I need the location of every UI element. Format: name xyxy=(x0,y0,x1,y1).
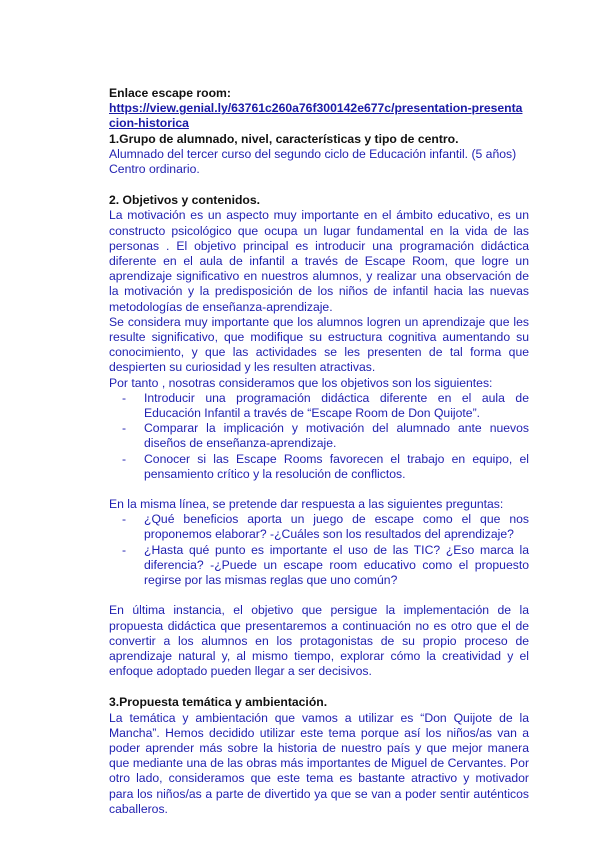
section-3-title: 3.Propuesta temática y ambientación. xyxy=(109,695,328,710)
section-2-title: 2. Objetivos y contenidos. xyxy=(109,193,261,208)
list-item: - Introducir una programación didáctica diferente en el aula de Educación Infantil a través de “Escape Room de Don Quijote”. xyxy=(122,390,529,421)
escape-room-link[interactable]: https://view.genial.ly/63761c260a76f300142e677c/presentation-presentacion-historica xyxy=(109,101,523,131)
section-2-paragraph-conclusion: En última instancia, el objetivo que persigue la implementación de la propuesta didáctica que presentaremos a continuación no es otro que el de convertir a los alumnos en los protagonistas de su propio proceso de aprendizaje natural y, al mismo tiempo, explorar cómo la creatividad y el enfoque adoptado pueden llegar a ser decisivos. xyxy=(109,603,529,679)
section-1-title: 1.Grupo de alumnado, nivel, características y tipo de centro. xyxy=(109,131,459,146)
section-3-paragraph-theme: La temática y ambientación que vamos a utilizar es “Don Quijote de la Mancha”. Hemos decidido utilizar este tema porque así los niños/as van a poder aprender más sobre la historia de nuestro país y que mejor manera que mediante una de las obras más importantes de Miguel de Cervantes. Por otro lado, consideramos que este tema es bastante atractivo y motivador para los niños/as a parte de divertido ya que se van a poder sentir auténticos caballeros. xyxy=(109,710,529,816)
document-body xyxy=(109,86,529,817)
section-2-paragraph-objectives-intro: Por tanto , nosotras consideramos que los objetivos son los siguientes: xyxy=(109,375,493,390)
section-2-paragraph-meaningful-learning: Se considera muy importante que los alumnos logren un aprendizaje que les resulte significativo, que modifique su estructura cognitiva aumentando su conocimiento, y que las actividades se les presenten de tal forma que despierten su curiosidad y les resulten atractivas. xyxy=(109,314,529,375)
questions-list xyxy=(109,512,529,588)
list-item: - Conocer si las Escape Rooms favorecen el trabajo en equipo, el pensamiento crítico y la resolución de conflictos. xyxy=(122,451,529,481)
section-2-paragraph-motivation: La motivación es un aspecto muy importante en el ámbito educativo, es un constructo psicológico que ocupa un lugar fundamental en la vida de las personas . El objetivo principal es introducir una programación didáctica diferente en el aula de infantil a través de Escape Room, que logre un aprendizaje significativo en nuestros alumnos, y realizar una observación de la motivación y la predisposición de los niños de infantil hacia las nuevas metodologías de enseñanza-aprendizaje. xyxy=(109,208,529,314)
objectives-list xyxy=(109,391,529,482)
list-item: - Comparar la implicación y motivación del alumnado ante nuevos diseños de enseñanza-aprendizaje. xyxy=(122,421,529,451)
list-item: - ¿Hasta qué punto es importante el uso de las TIC? ¿Eso marca la diferencia? -¿Puede un escape room educativo como el propuesto regirse por las mismas reglas que uno común? xyxy=(122,542,529,588)
section-1-centre-text: Centro ordinario. xyxy=(109,162,200,177)
section-2-paragraph-questions-intro: En la misma línea, se pretende dar respuesta a las siguientes preguntas: xyxy=(109,497,504,512)
section-1-group-text: Alumnado del tercer curso del segundo ciclo de Educación infantil. (5 años) xyxy=(109,146,517,161)
escape-room-link-label: Enlace escape room: xyxy=(109,86,231,100)
list-item: - ¿Qué beneficios aporta un juego de escape como el que nos proponemos elaborar? -¿Cuáles son los resultados del aprendizaje? xyxy=(122,512,529,542)
